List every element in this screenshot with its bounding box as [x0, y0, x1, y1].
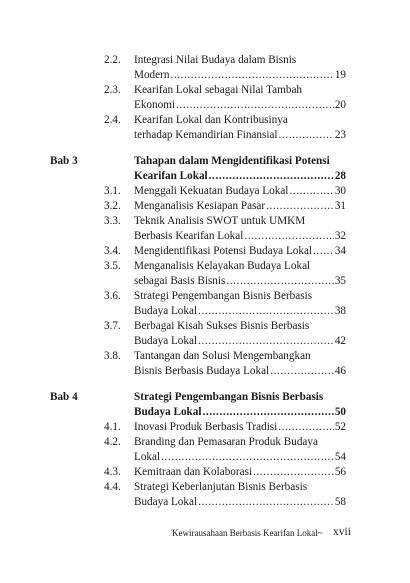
toc-entry-2-2-cont[interactable] — [0, 67, 410, 83]
section-title: Tantangan dan Solusi Mengembangkan — [134, 350, 311, 362]
dot-leader — [176, 97, 334, 113]
dot-leader — [270, 363, 334, 379]
toc-entry-3-3-cont[interactable] — [0, 228, 410, 244]
leader-line — [134, 97, 346, 113]
leader-line — [134, 333, 346, 349]
toc-entry-3-5-cont[interactable] — [0, 273, 410, 289]
leader-line — [134, 363, 346, 379]
page-ref: 19 — [334, 69, 346, 81]
toc-entry-2-4-cont[interactable] — [0, 127, 410, 143]
section-title-cont: Budaya Lokal — [134, 496, 198, 508]
toc-entry-4-4-cont[interactable] — [0, 494, 410, 510]
dot-leader — [289, 183, 333, 199]
dot-leader — [226, 273, 333, 289]
leader-line — [134, 168, 346, 184]
section-number: 4.1. — [104, 421, 121, 433]
section-title-cont: Ekonomi — [134, 99, 176, 111]
dot-leader — [198, 333, 334, 349]
dot-leader — [313, 243, 334, 259]
toc-entry-3-7-cont[interactable] — [0, 333, 410, 349]
dot-leader — [253, 464, 334, 480]
section-title: Inovasi Produk Berbasis Tradisi — [134, 421, 278, 433]
section-title: Menggali Kekuatan Budaya Lokal — [134, 185, 289, 197]
leader-line — [134, 183, 346, 199]
page-ref: 46 — [334, 365, 346, 377]
section-number: 3.3. — [104, 215, 121, 227]
page-ref: 20 — [334, 99, 346, 111]
dot-leader — [170, 67, 333, 83]
leader-line — [134, 494, 346, 510]
section-number: 2.2. — [104, 54, 121, 66]
page-ref: 28 — [334, 170, 346, 182]
section-title-cont: Budaya Lokal — [134, 335, 198, 347]
dot-leader — [202, 404, 333, 420]
chapter-title: Tahapan dalam Mengidentifikasi Potensi — [134, 155, 330, 167]
section-number: 3.2. — [104, 200, 121, 212]
section-number: 3.1. — [104, 185, 121, 197]
dot-leader — [244, 228, 333, 244]
dot-leader — [279, 127, 334, 143]
page-ref: 56 — [334, 466, 346, 478]
dot-leader — [278, 419, 334, 435]
section-title: Berbagai Kisah Sukses Bisnis Berbasis — [134, 320, 310, 332]
leader-line — [134, 419, 346, 435]
page-ref: 34 — [334, 245, 346, 257]
page-ref: 30 — [334, 185, 346, 197]
dot-leader — [161, 449, 334, 465]
leader-line — [134, 228, 346, 244]
section-number: 3.6. — [104, 290, 121, 302]
section-title: Teknik Analisis SWOT untuk UMKM — [134, 215, 306, 227]
toc-entry-3-6-cont[interactable] — [0, 303, 410, 319]
toc-entry-3-8-cont[interactable] — [0, 363, 410, 379]
page-ref: 50 — [334, 406, 346, 418]
dot-leader — [266, 198, 334, 214]
section-number: 4.2. — [104, 436, 121, 448]
page-ref: 54 — [334, 451, 346, 463]
section-number: 4.3. — [104, 466, 121, 478]
leader-line — [134, 464, 346, 480]
page-ref: 58 — [334, 496, 346, 508]
dot-leader — [209, 168, 334, 184]
page-ref: 23 — [334, 129, 346, 141]
section-number: 4.4. — [104, 481, 121, 493]
toc-entry-4-1[interactable] — [0, 419, 410, 435]
section-title-cont: Modern — [134, 69, 170, 81]
toc-entry-4-3[interactable] — [0, 464, 410, 480]
section-title-cont: sebagai Basis Bisnis — [134, 275, 226, 287]
section-title: Kearifan Lokal sebagai Nilai Tambah — [134, 84, 302, 96]
section-title: Menganalisis Kelayakan Budaya Lokal — [134, 260, 311, 272]
section-number: 3.8. — [104, 350, 121, 362]
section-title: Kearifan Lokal dan Kontribusinya — [134, 114, 288, 126]
toc-entry-4-2-cont[interactable] — [0, 449, 410, 465]
leader-line — [134, 449, 346, 465]
toc-entry-2-3-cont[interactable] — [0, 97, 410, 113]
section-title: Integrasi Nilai Budaya dalam Bisnis — [134, 54, 297, 66]
chapter-label: Bab 3 — [50, 155, 78, 167]
section-number: 2.4. — [104, 114, 121, 126]
section-number: 3.5. — [104, 260, 121, 272]
leader-line — [134, 404, 346, 420]
page-ref: 31 — [334, 200, 346, 212]
section-number: 2.3. — [104, 84, 121, 96]
page-ref: 38 — [334, 305, 346, 317]
chapter-title-cont: Kearifan Lokal — [134, 170, 208, 182]
toc-entry-3-1[interactable] — [0, 183, 410, 199]
dot-leader — [198, 303, 334, 319]
leader-line — [134, 303, 346, 319]
leader-line — [134, 127, 346, 143]
chapter-label: Bab 4 — [50, 391, 78, 403]
footer-book-title: Kewirausahaan Berbasis Kearifan Lokal~ — [172, 528, 323, 538]
leader-line — [134, 273, 346, 289]
section-title: Strategi Pengembangan Bisnis Berbasis — [134, 290, 313, 302]
leader-line — [134, 243, 346, 259]
section-number: 3.4. — [104, 245, 121, 257]
leader-line — [134, 198, 346, 214]
toc-entry-3-4[interactable] — [0, 243, 410, 259]
section-title-cont: Bisnis Berbasis Budaya Lokal — [134, 365, 270, 377]
section-title-cont: Berbasis Kearifan Lokal — [134, 230, 244, 242]
toc-chapter-4-cont[interactable] — [0, 404, 410, 420]
page-ref: 42 — [334, 335, 346, 347]
section-title-cont: Lokal — [134, 451, 161, 463]
toc-entry-3-2[interactable] — [0, 198, 410, 214]
leader-line — [134, 67, 346, 83]
section-title: Menganalisis Kesiapan Pasar — [134, 200, 266, 212]
section-title-cont: terhadap Kemandirian Finansial — [134, 129, 278, 141]
page-ref: 52 — [334, 421, 346, 433]
page-ref: 32 — [334, 230, 346, 242]
toc-chapter-3-cont[interactable] — [0, 168, 410, 184]
footer-page-number: xvii — [333, 526, 351, 538]
dot-leader — [198, 494, 334, 510]
section-title: Strategi Keberlanjutan Bisnis Berbasis — [134, 481, 308, 493]
page-ref: 35 — [334, 275, 346, 287]
section-title: Branding dan Pemasaran Produk Budaya — [134, 436, 318, 448]
chapter-title-cont: Budaya Lokal — [134, 406, 202, 418]
section-title-cont: Budaya Lokal — [134, 305, 198, 317]
section-number: 3.7. — [104, 320, 121, 332]
section-title: Kemitraan dan Kolaborasi — [134, 466, 253, 478]
chapter-title: Strategi Pengembangan Bisnis Berbasis — [134, 391, 324, 403]
section-title: Mengidentifikasi Potensi Budaya Lokal — [134, 245, 313, 257]
